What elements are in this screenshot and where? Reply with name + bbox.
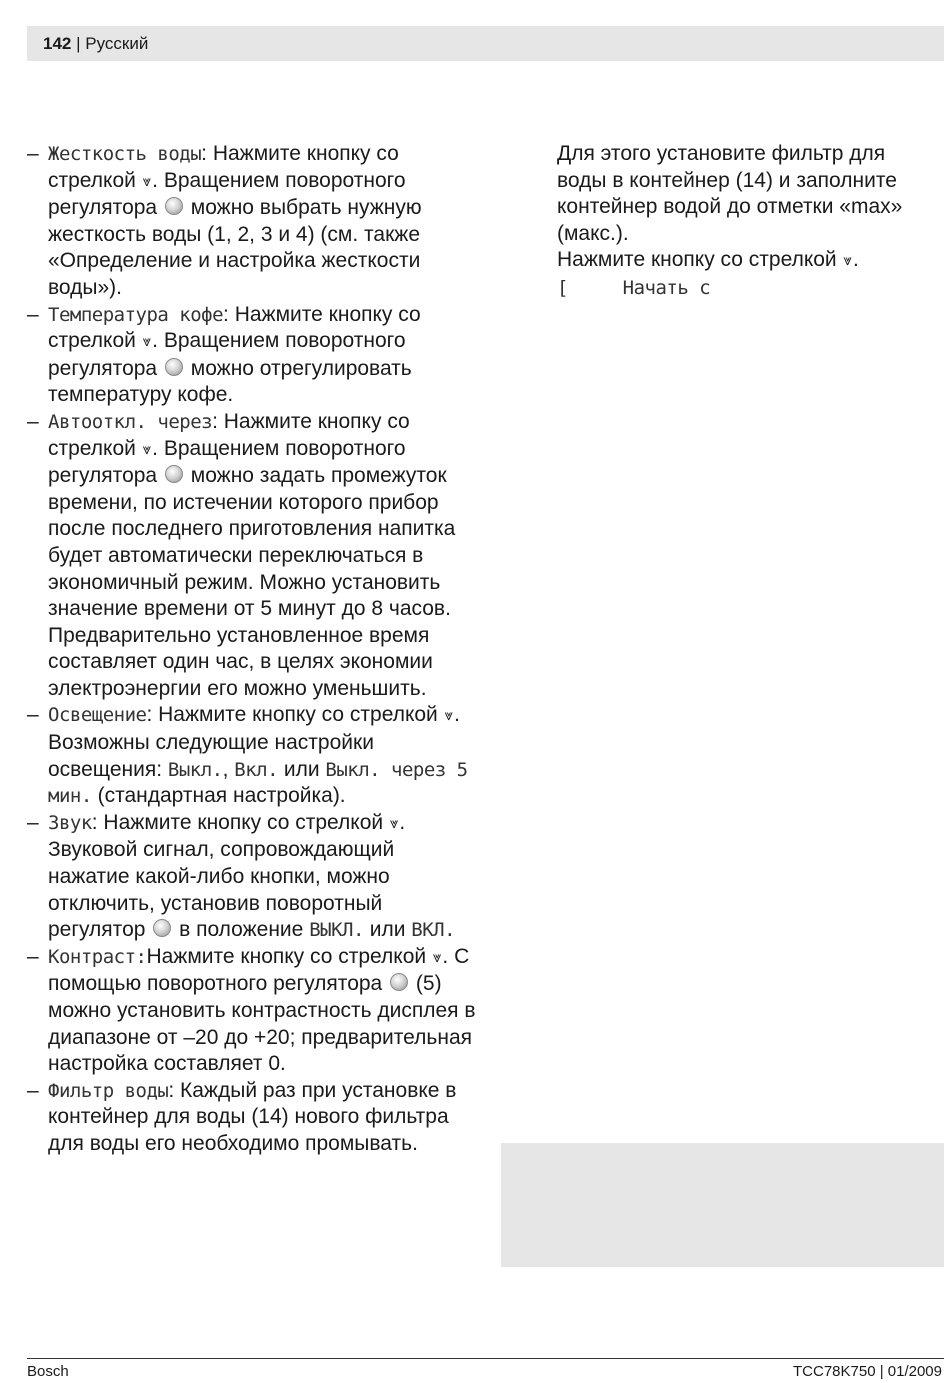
right-column xyxy=(557,141,937,302)
list-item xyxy=(27,409,477,703)
body-text: (5) можно установить контрастность дисплея в диапазоне от –20 до +20; предварительная настройка составляет 0. xyxy=(48,972,476,1076)
body-text: можно выбрать нужную жесткость воды (1, 2, 3 и 4) (см. также «Определение и настройка жесткости воды»). xyxy=(48,196,422,299)
body-text: . Вращением поворотного регулятора xyxy=(48,168,406,220)
body-text: можно отрегулировать температуру кофе. xyxy=(48,356,412,407)
display-text: Жесткость воды xyxy=(48,143,202,165)
display-text: Звук xyxy=(48,811,92,834)
arrow-down-icon: ⩔ xyxy=(444,707,454,725)
rotary-knob-icon xyxy=(390,973,408,991)
display-text: Освещение xyxy=(48,704,147,727)
display-text: Контраст: xyxy=(48,945,147,968)
body-text: или xyxy=(278,757,326,781)
body-text: : Нажмите кнопку со стрелкой xyxy=(48,142,399,192)
arrow-down-icon: ⩔ xyxy=(142,440,152,458)
list-item xyxy=(27,702,477,809)
display-text: ВКЛ. xyxy=(411,919,456,942)
display-text: Фильтр воды xyxy=(48,1079,169,1102)
list-item xyxy=(27,302,477,409)
list-dash: – xyxy=(27,302,39,326)
body-text: . С помощью поворотного регулятора xyxy=(48,944,470,996)
body-text: . Звуковой сигнал, сопровождающий нажатие какой-либо кнопки, можно отключить, установив поворотный регулятор xyxy=(48,810,406,942)
list-dash: – xyxy=(27,409,39,433)
display-text: Вкл. xyxy=(234,758,279,781)
body-text: : Каждый раз при установке в контейнер для воды (14) нового фильтра для воды его необходимо промывать. xyxy=(48,1078,457,1155)
display-text: ВЫКЛ. xyxy=(309,919,364,942)
paragraph xyxy=(557,247,937,275)
rotary-knob-icon xyxy=(165,197,183,215)
rotary-knob-icon xyxy=(153,919,171,937)
body-text: : Нажмите кнопку со стрелкой xyxy=(91,810,389,834)
body-text: : Нажмите кнопку со стрелкой xyxy=(48,302,421,353)
display-text: [ Начать с xyxy=(557,276,711,299)
list-item xyxy=(27,810,477,944)
body-text: (стандартная настройка). xyxy=(91,784,346,808)
body-text: . Возможны следующие настройки освещения: xyxy=(48,703,460,781)
arrow-down-icon: ⩔ xyxy=(843,252,852,270)
header-text xyxy=(43,34,148,54)
body-text: Нажмите кнопку со стрелкой xyxy=(557,248,843,272)
footer-model-date: TCC78K750 | 01/2009 xyxy=(793,1363,942,1380)
arrow-down-icon: ⩔ xyxy=(142,333,152,351)
display-text: Температура кофе xyxy=(48,303,224,326)
body-text: . Вращением поворотного регулятора xyxy=(48,436,406,488)
body-text: . xyxy=(852,248,859,272)
list-dash: – xyxy=(27,1078,39,1102)
body-text: или xyxy=(363,918,412,942)
footer-brand: Bosch xyxy=(27,1363,69,1380)
header-separator: | xyxy=(71,34,86,53)
body-text: Нажмите кнопку со стрелкой xyxy=(146,944,432,968)
list-dash: – xyxy=(27,944,39,968)
list-item xyxy=(27,944,477,1078)
left-column xyxy=(27,141,477,1158)
body-text: . Вращением поворотного регулятора xyxy=(48,329,406,380)
display-text: Выкл. xyxy=(167,758,223,781)
display-text: Автооткл. через xyxy=(48,410,213,433)
arrow-down-icon: ⩔ xyxy=(389,814,399,832)
arrow-down-icon: ⩔ xyxy=(432,948,442,966)
body-text: , xyxy=(222,757,235,781)
list-dash: – xyxy=(27,810,39,834)
list-item xyxy=(27,141,477,302)
list-dash: – xyxy=(27,703,39,727)
body-text: Для этого установите фильтр для воды в контейнер (14) и заполните контейнер водой до отметки «max» (макс.). xyxy=(557,142,903,245)
header-language: Русский xyxy=(85,34,149,53)
rotary-knob-icon xyxy=(165,358,183,376)
paragraph xyxy=(557,141,937,247)
list-dash: – xyxy=(27,142,39,165)
footer-divider xyxy=(27,1358,944,1359)
body-text: : Нажмите кнопку со стрелкой xyxy=(48,409,410,460)
rotary-knob-icon xyxy=(165,465,183,483)
body-text: в положение xyxy=(173,918,310,942)
page-header xyxy=(27,26,944,61)
body-text: можно задать промежуток времени, по истечении которого прибор после последнего приготовления напитка будет автоматически переключаться в экономичный режим. Можно установить значение времени от 5 минут до 8 часов. Предварительно установленное время составляет один час, в целях экономии электроэнергии его можно уменьшить. xyxy=(48,464,456,700)
body-text: : Нажмите кнопку со стрелкой xyxy=(146,703,444,727)
page-number: 142 xyxy=(43,34,72,53)
list-item xyxy=(27,1078,477,1158)
display-text: Выкл. через 5 мин. xyxy=(48,758,468,808)
arrow-down-icon: ⩔ xyxy=(142,172,152,190)
paragraph xyxy=(557,275,937,302)
gray-box xyxy=(501,1143,944,1267)
